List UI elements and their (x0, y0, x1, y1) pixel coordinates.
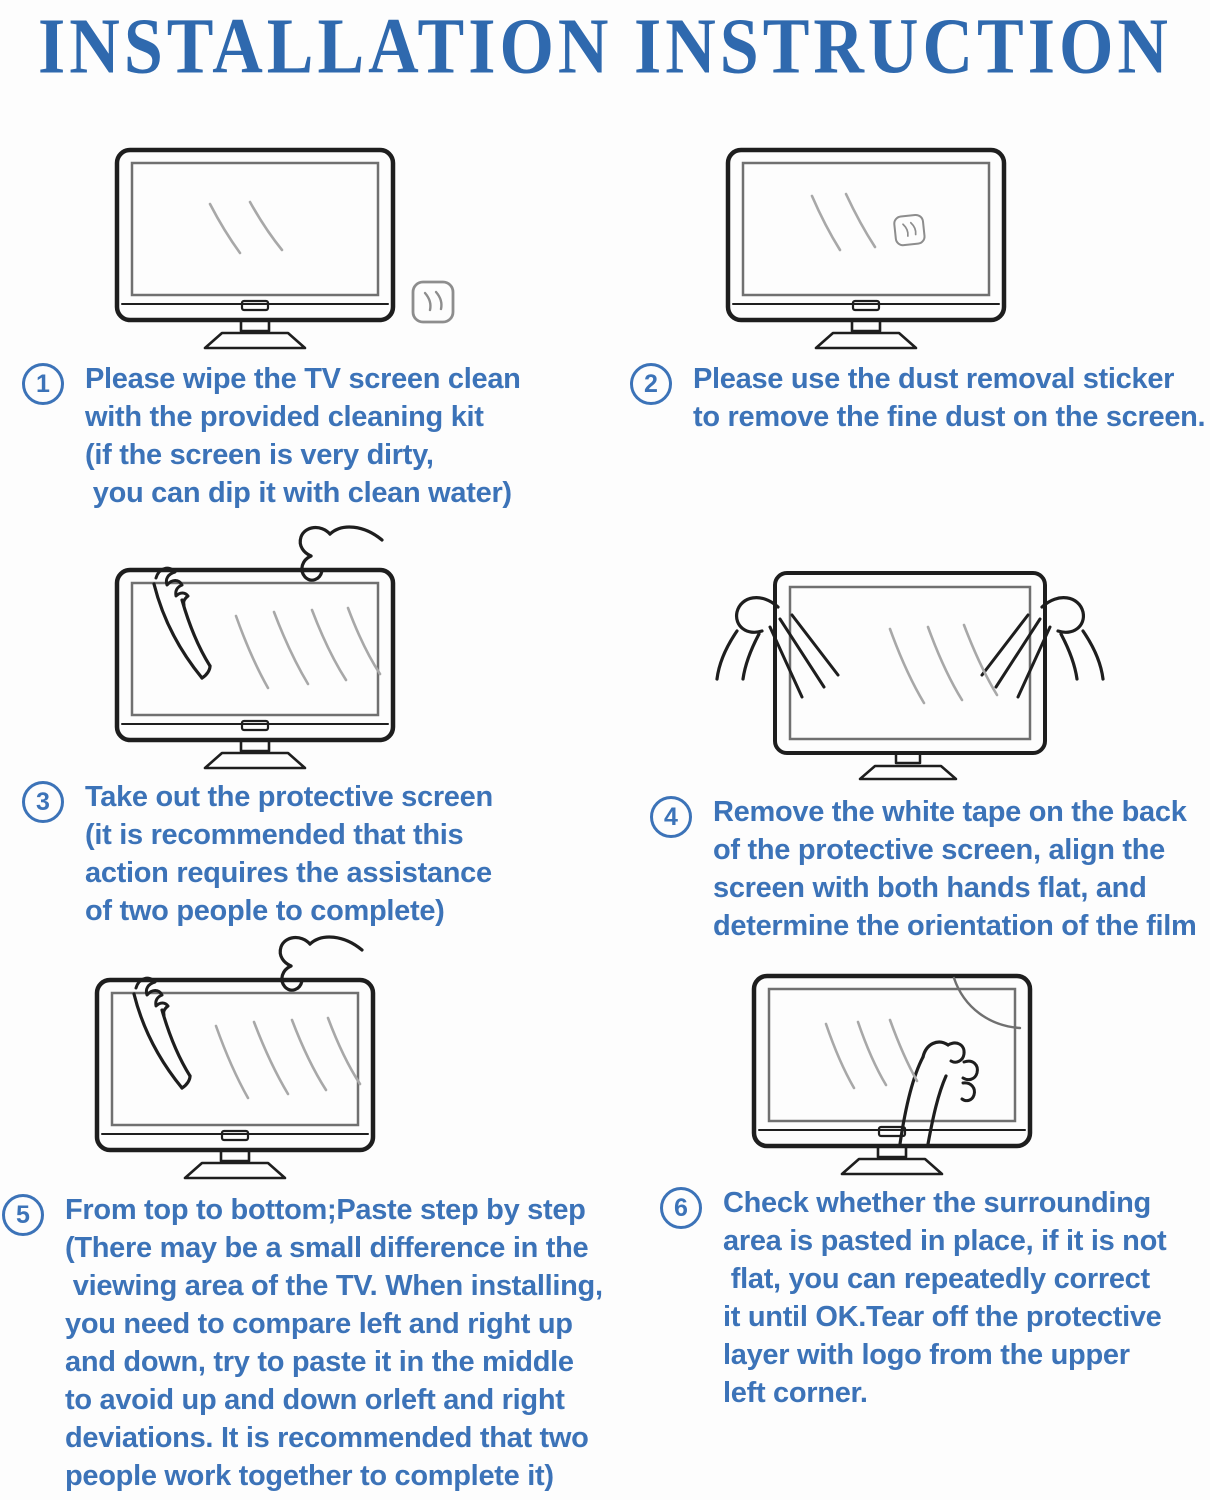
step-line: of two people to complete) (85, 895, 445, 927)
step-line: Please wipe the TV screen clean (85, 363, 521, 395)
step-line: Check whether the surrounding (723, 1187, 1151, 1219)
step-number-badge: 1 (22, 363, 64, 405)
step-line: Please use the dust removal sticker (693, 363, 1175, 395)
step-line: Take out the protective screen (85, 781, 493, 813)
step-line: viewing area of the TV. When installing, (65, 1270, 603, 1302)
step-line: screen with both hands flat, and (713, 872, 1147, 904)
illustration-step3 (90, 518, 520, 780)
step-number-badge: 3 (22, 781, 64, 823)
step-line: people work together to complete it) (65, 1460, 554, 1492)
step-line: it until OK.Tear off the protective (723, 1301, 1162, 1333)
step-line: deviations. It is recommended that two (65, 1422, 589, 1454)
step-number-badge: 5 (2, 1194, 44, 1236)
step-2 (630, 360, 1205, 436)
step-line: Remove the white tape on the back (713, 796, 1187, 828)
step-line: layer with logo from the upper (723, 1339, 1130, 1371)
step-5 (2, 1191, 603, 1495)
step-line: of the protective screen, align the (713, 834, 1165, 866)
step-line: (if the screen is very dirty, (85, 439, 434, 471)
illustration-step4 (700, 545, 1190, 790)
page-title: INSTALLATION INSTRUCTION (38, 3, 1172, 91)
illustration-step2 (712, 136, 1012, 354)
step-line: determine the orientation of the film (713, 910, 1197, 942)
step-line: you can dip it with clean water) (85, 477, 512, 509)
step-line: area is pasted in place, if it is not (723, 1225, 1167, 1257)
step-line: to avoid up and down orleft and right (65, 1384, 565, 1416)
step-line: you need to compare left and right up (65, 1308, 573, 1340)
step-line: to remove the fine dust on the screen. (693, 401, 1206, 433)
step-line: flat, you can repeatedly correct (723, 1263, 1150, 1295)
step-number-badge: 6 (660, 1187, 702, 1229)
step-line: with the provided cleaning kit (85, 401, 484, 433)
illustration-step1 (95, 136, 465, 354)
step-line: From top to bottom;Paste step by step (65, 1194, 586, 1226)
step-line: and down, try to paste it in the middle (65, 1346, 574, 1378)
step-3 (22, 778, 493, 930)
step-1 (22, 360, 521, 512)
illustration-step6 (742, 962, 1042, 1194)
step-number-badge: 4 (650, 796, 692, 838)
step-4 (650, 793, 1197, 945)
step-line: left corner. (723, 1377, 868, 1409)
step-line: action requires the assistance (85, 857, 492, 889)
step-6 (660, 1184, 1166, 1412)
illustration-step5 (70, 928, 500, 1190)
step-line: (it is recommended that this (85, 819, 464, 851)
step-line: (There may be a small difference in the (65, 1232, 589, 1264)
step-number-badge: 2 (630, 363, 672, 405)
